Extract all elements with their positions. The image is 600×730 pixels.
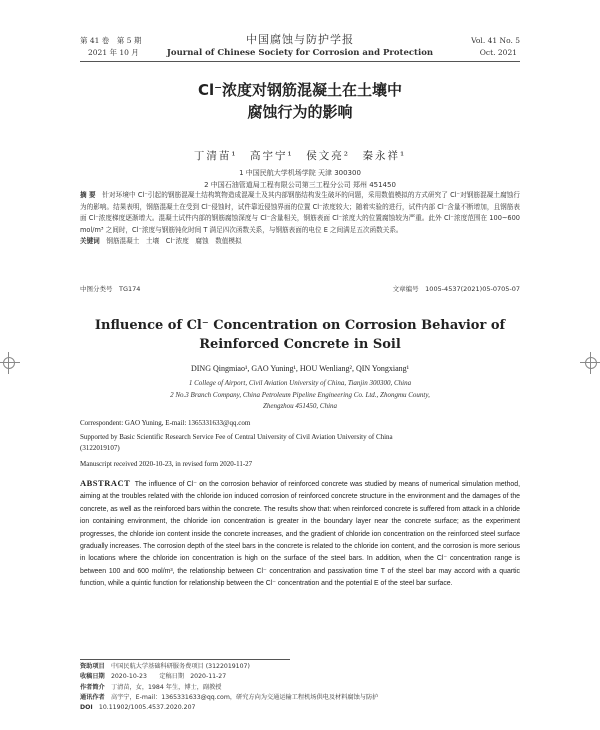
footnote-doi-label: DOI [80,704,93,712]
classification-cn: 中图分类号 TG174 [80,285,141,293]
footnote-correspondent-text: 高宇宁，E-mail：1365331633@qq.com，研究方向为交通运输工程机场供电及材料腐蚀与防护 [110,693,379,701]
affiliation-cn-2: 2 中国石油管道局工程有限公司第三工程分公司 郑州 451450 [204,181,396,189]
abstract-en-text: The influence of Cl⁻ on the corrosion behavior of reinforced concrete was studied by means of numerical simulation method, aiming at the troubles related with the chloride ion induced corrosion of reinforced concrete structure in the environment and the damages of the concrete, as well as the reinforced bars within the concrete. The results show that: when reinforced concrete is suffered from attack in a chloride ion containing environment, the chloride ion concentration is greater in the boundary layer near the concrete surface; as the experiment progresses, the chloride ion content inside the concrete increases, and the gradient of chloride ion concentration on the reinforced steel surface gradually increases. The corrosion depth of the steel bars in the concrete is related to the chloride ion content, and the corrosion is more serious in locations where the chloride ion concentration is high on the surface of the steel bars. In addition, when the Cl⁻ concentration range is between 100 and 600 mol/m³, the relationship between Cl⁻ concentration and passivation time T of the steel bar may accord with a quartic function, while a quintic function for relationship between the Cl⁻ concentration and the potential E of the steel bar surface. [80,481,520,588]
header-volume-en: Vol. 41 No. 5 [471,36,520,45]
title-cn [0,79,600,123]
footnote-dates-text: 2020-10-23 定稿日期 2020-11-27 [110,673,227,681]
abstract-cn [80,190,520,248]
footnote-funding-text: 中国民航大学基础科研服务费项目 (3122019107) [110,663,250,670]
footnotes [80,662,520,713]
title-en-line1: Influence of Cl⁻ Concentration on Corrosion Behavior of [94,318,506,333]
affiliation-en-1: 1 College of Airport, Civil Aviation University of China, Tianjin 300300, China [188,379,412,387]
footnote-dates-label: 收稿日期 [80,673,105,681]
supported-line-2: (3122019107) [80,444,120,452]
authors-en: DING Qingmiao¹, GAO Yuning¹, HOU Wenliang², QIN Yongxiang¹ [190,364,410,373]
footnote-funding [80,662,520,672]
footnote-doi-text: 10.11902/1005.4537.2020.207 [98,704,196,712]
abstract-cn-label: 摘 要 [80,191,96,199]
title-en [0,316,600,354]
affiliations-en [0,378,600,413]
footnote-author [80,683,520,693]
article-number-cn: 文章编号 1005-4537(2021)05-0705-07 [392,285,520,293]
footnote-rule [80,659,290,660]
affiliation-cn-1: 1 中国民航大学机场学院 天津 300300 [239,169,361,177]
footnote-correspondent [80,693,520,703]
title-en-line2: Reinforced Concrete in Soil [199,337,401,352]
abstract-en [80,477,520,591]
title-cn-line2: 腐蚀行为的影响 [247,103,353,121]
supported-by [80,432,520,454]
title-cn-line1: Cl⁻浓度对钢筋混凝土在土壤中 [197,81,403,99]
footnote-author-text: 丁清苗，女，1984 年生，博士，副教授 [110,683,222,691]
supported-line-1: Supported by Basic Scientific Research Service Fee of Central University of Civil Aviation University of China [80,433,393,441]
footnote-correspondent-label: 通讯作者 [80,693,105,701]
affiliation-en-2: 2 No.3 Branch Company, China Petroleum Pipeline Engineering Co. Ltd., Zhongmu County, [170,390,430,399]
keywords-cn: 钢筋混凝土 土壤 Cl⁻浓度 腐蚀 数值模拟 [106,237,242,246]
footnote-funding-label: 资助项目 [80,663,105,670]
footnote-doi [80,703,520,713]
journal-title-en: Journal of Chinese Society for Corrosion and Protection [166,48,434,58]
abstract-en-label: ABSTRACT [80,478,131,488]
footnote-author-label: 作者简介 [80,683,105,691]
manuscript-dates: Manuscript received 2020-10-23, in revised form 2020-11-27 [80,460,253,468]
authors-cn: 丁清苗¹ 高宇宁¹ 侯文亮² 秦永祥¹ [193,150,407,162]
correspondent: Correspondent: GAO Yuning, E-mail: 1365331633@qq.com [80,419,251,427]
header-volume-cn: 第 41 卷 第 5 期 [80,36,142,45]
abstract-cn-text: 针对环境中 Cl⁻引起的钢筋混凝土结构筑物造成混凝土及其内部钢筋结构发生破坏的问题，采用数值模拟的方式研究了 Cl⁻对钢筋混凝土腐蚀行为的影响。结果表明，钢筋混凝土在受到 Cl⁻侵蚀时，试件靠近侵蚀界面的位置 Cl⁻浓度较大；随着实验的进行，试件内部 Cl⁻含量不断增加，且钢筋表面 Cl⁻浓度梯度逐渐增大。混凝土试件内部的钢筋腐蚀深度与 Cl⁻含量相关，钢筋表面 Cl⁻浓度大的位置腐蚀较为严重。此外 Cl⁻浓度范围在 100~600 mol/m³ 之间时，Cl⁻浓度与钢筋钝化时间 T 满足四次函数关系，与钢筋表面的电位 E 之间满足五次函数关系。 [80,191,521,234]
header-rule [80,61,520,62]
header-date-cn: 2021 年 10 月 [88,48,139,57]
footnote-dates [80,672,520,682]
affiliations-cn [0,167,600,191]
keywords-cn-label: 关键词 [80,237,100,246]
affiliation-en-3: Zhengzhou 451450, China [262,402,338,410]
header-date-en: Oct. 2021 [479,48,517,57]
journal-title-cn: 中国腐蚀与防护学报 [246,33,354,46]
